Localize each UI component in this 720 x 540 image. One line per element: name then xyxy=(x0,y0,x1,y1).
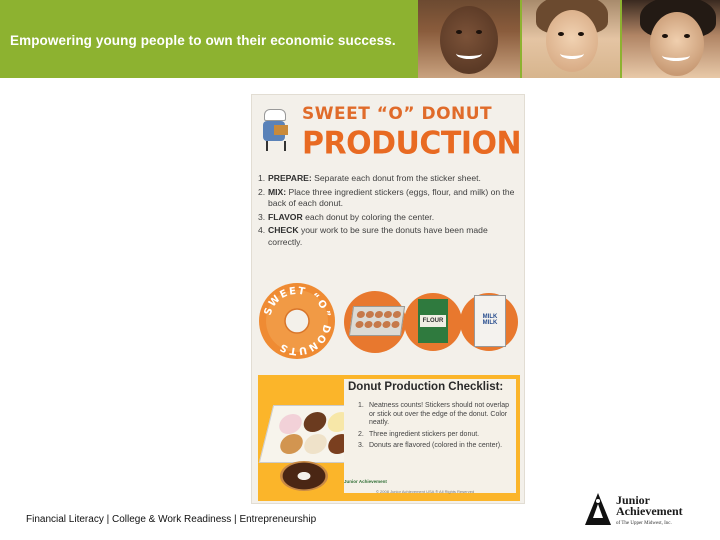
logo-subtitle: of The Upper Midwest, Inc. xyxy=(616,521,672,526)
checklist-content xyxy=(344,379,516,493)
eggs-icon xyxy=(344,291,406,353)
step-item: 4. CHECK your work to be sure the donuts have been made correctly. xyxy=(258,225,488,247)
junior-achievement-logo-icon xyxy=(584,492,612,526)
poster-fine-print: © 2008 Junior Achievement USA ® All Rights Reserved xyxy=(376,489,475,494)
chocolate-donut-image xyxy=(280,461,328,491)
poster-title-line2: PRODUCTION xyxy=(302,125,522,162)
ingredient-icons xyxy=(344,291,520,353)
checklist-panel xyxy=(258,375,520,501)
milk-icon xyxy=(460,293,518,351)
step-item: 1. PREPARE: Separate each donut from the sticker sheet. xyxy=(258,173,481,183)
flour-icon xyxy=(404,293,462,351)
poster-title-line1: SWEET “O” DONUT xyxy=(302,104,493,124)
junior-achievement-logo-text: Junior Achievement xyxy=(616,493,683,518)
header-band xyxy=(0,0,720,78)
photo-child-3 xyxy=(622,0,720,78)
production-steps xyxy=(258,173,520,251)
header-tagline: Empowering young people to own their economic success. xyxy=(10,33,396,48)
flour-label: FLOUR xyxy=(420,315,446,327)
donut-label: SWEET “O” DONUTS xyxy=(262,285,333,357)
checklist-item: 1. Neatness counts! Stickers should not overlap or stick out over the edge of the donut. Color neatly. xyxy=(358,402,510,427)
header-photos xyxy=(418,0,720,78)
poster-ja-logo: Junior Achievement xyxy=(344,479,387,484)
donut-production-poster xyxy=(252,95,524,503)
footer-pillars: Financial Literacy | College & Work Readiness | Entrepreneurship xyxy=(26,514,317,525)
checklist-item: 2. Three ingredient stickers per donut. xyxy=(358,430,480,438)
chef-illustration xyxy=(260,109,288,153)
milk-label: MILK MILK xyxy=(482,314,498,326)
step-item: 3. FLAVOR each donut by coloring the center. xyxy=(258,211,435,222)
donut-graphic xyxy=(257,281,337,361)
step-item: 2. MIX: Place three ingredient stickers (eggs, flour, and milk) on the back of each donut. xyxy=(258,186,515,209)
photo-child-1 xyxy=(418,0,520,78)
photo-child-2 xyxy=(522,0,620,78)
checklist-items xyxy=(358,402,510,454)
checklist-item: 3. Donuts are flavored (colored in the center). xyxy=(358,442,503,450)
checklist-title: Donut Production Checklist: xyxy=(348,381,504,393)
